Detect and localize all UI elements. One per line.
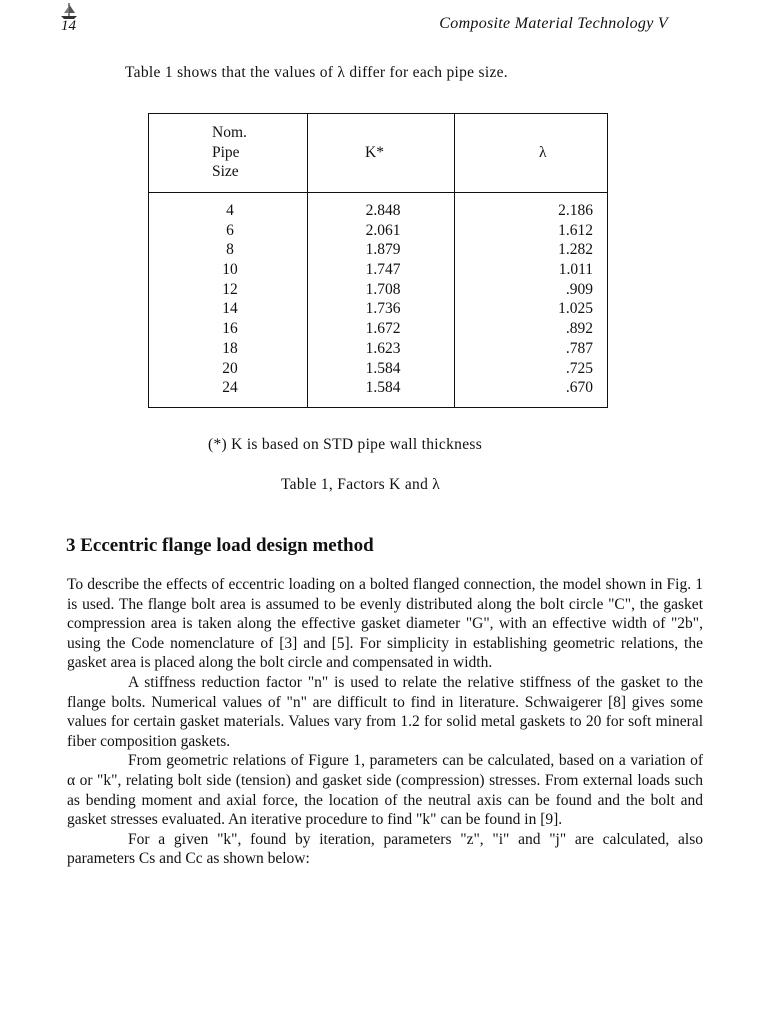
table-cell: 1.623 (365, 339, 401, 357)
table-cell: 14 (222, 300, 238, 318)
table-cell: 1.879 (365, 241, 401, 259)
body-text (67, 575, 703, 869)
table-cell: 12 (222, 280, 238, 298)
table-cell: .670 (565, 379, 593, 397)
header-size-line: Size (212, 163, 239, 180)
table-cell: 1.612 (558, 221, 593, 239)
table-cell: 1.708 (365, 280, 401, 298)
table-cell: 1.747 (365, 261, 401, 279)
table-cell: .909 (565, 280, 593, 298)
page-number: 14 (61, 18, 76, 34)
table-cell: 6 (226, 221, 234, 239)
header-k: K* (365, 144, 384, 161)
table-cell: 8 (226, 241, 234, 259)
header-lambda: λ (539, 144, 547, 161)
table-cell: 18 (222, 339, 238, 357)
table-footnote: (*) K is based on STD pipe wall thickness (208, 436, 483, 453)
table-cell: 16 (222, 320, 238, 338)
table-cell: 24 (222, 379, 238, 397)
table-cell: 1.584 (365, 359, 401, 377)
table-cell: .725 (565, 359, 593, 377)
table-cell: .892 (565, 320, 593, 338)
table-cell: 20 (222, 359, 238, 377)
table-caption: Table 1, Factors K and λ (281, 476, 441, 493)
table-cell: 1.584 (365, 379, 401, 397)
column-lambda (455, 201, 593, 398)
header-nom-pipe-size (212, 123, 247, 182)
column-pipe-size (149, 201, 311, 398)
paragraph: A stiffness reduction factor "n" is used to relate the relative stiffness of the gasket to the flange bolts. Numerical values of "n" are difficult to find in literature. Schwaigerer [8] gives some values for certain gasket materials. Values vary from 1.2 for solid metal gaskets to 20 for soft mineral fiber composition gaskets. (67, 673, 703, 750)
table-cell: 1.011 (558, 261, 593, 279)
table-cell: 1.672 (365, 320, 401, 338)
header-size-line: Nom. (212, 124, 247, 141)
factors-table (148, 113, 608, 408)
table-cell: 2.186 (558, 202, 593, 219)
table-cell: 2.848 (365, 202, 401, 219)
table-cell: 2.061 (365, 221, 401, 239)
table-cell: .787 (565, 339, 593, 357)
table-cell: 1.736 (365, 300, 401, 318)
table-cell: 1.025 (558, 300, 593, 318)
header-size-line: Pipe (212, 143, 240, 161)
intro-sentence: Table 1 shows that the values of λ differ for each pipe size. (125, 64, 508, 81)
paragraph: To describe the effects of eccentric loading on a bolted flanged connection, the model shown in Fig. 1 is used. The flange bolt area is assumed to be evenly distributed along the bolt circle "C", the gasket compression area is taken along the effective gasket diameter "G", with an effective width of "2b", using the Code nomenclature of [3] and [5]. For simplicity in establishing geometric relations, the gasket area is placed along the bolt circle and compensated in width. (67, 576, 703, 672)
paragraph: For a given "k", found by iteration, parameters "z", "i" and "j" are calculated, also parameters Cs and Cc as shown below: (67, 830, 703, 868)
paragraph: From geometric relations of Figure 1, parameters can be calculated, based on a variation of α or "k", relating bolt side (tension) and gasket side (compression) stresses. From external loads such as bending moment and axial force, the location of the neutral axis can be found and the bolt and gasket stresses evaluated. An iterative procedure to find "k" can be found in [9]. (67, 752, 703, 829)
table-cell: 4 (226, 202, 234, 219)
section-heading: 3 Eccentric flange load design method (66, 535, 374, 556)
running-title: Composite Material Technology V (439, 15, 668, 32)
table-cell: 1.282 (558, 241, 593, 259)
column-k (313, 201, 453, 398)
table-cell: 10 (222, 261, 238, 279)
